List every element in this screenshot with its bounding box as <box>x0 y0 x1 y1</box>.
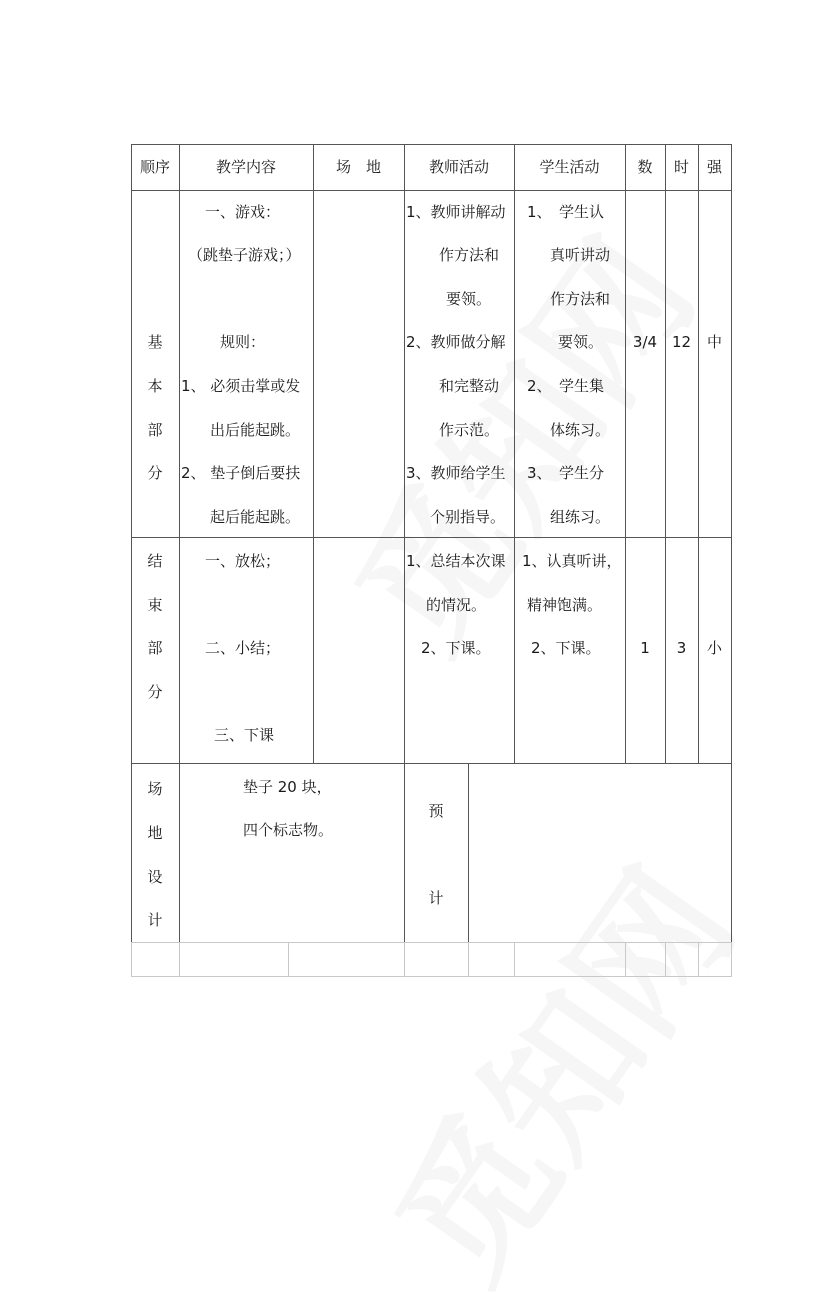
forecast-label: 计 <box>428 889 444 907</box>
teacher-line: 作方法和 <box>439 246 500 264</box>
student-line: 2、下课。 <box>531 639 601 657</box>
teacher-line: 要领。 <box>446 290 492 308</box>
content-line: 一、放松； <box>205 552 281 570</box>
student-line: 1、 学生认 <box>527 203 605 221</box>
teacher-line: 和完整动 <box>439 377 500 395</box>
design-section-label: 场 <box>147 780 163 798</box>
content-line: 一、游戏： <box>205 203 281 221</box>
content-line: 2、 垫子倒后要扶 <box>181 464 301 482</box>
ending-section-label: 结 <box>147 552 163 570</box>
teacher-line: 3、教师给学生 <box>406 464 506 482</box>
student-line: 真听讲动 <box>550 246 611 264</box>
student-line: 3、 学生分 <box>527 464 605 482</box>
content-line: 二、小结； <box>205 639 281 657</box>
basic-section-label: 基 <box>147 333 163 351</box>
basic-section-label: 本 <box>147 377 163 395</box>
student-line: 2、 学生集 <box>527 377 605 395</box>
student-line: 要领。 <box>558 333 604 351</box>
teacher-line: 1、总结本次课 <box>406 552 506 570</box>
header-student: 学生活动 <box>539 158 600 176</box>
teacher-line: 2、下课。 <box>421 639 491 657</box>
basic-section-label: 部 <box>147 421 163 439</box>
content-line: 起后能起跳。 <box>210 508 301 526</box>
watermark <box>297 192 732 685</box>
content-line: 出后能起跳。 <box>210 421 301 439</box>
header-content: 教学内容 <box>215 158 276 176</box>
teacher-line: 个别指导。 <box>430 508 506 526</box>
basic-intensity: 中 <box>706 333 722 351</box>
equipment-line: 垫子 20 块， <box>243 778 332 796</box>
student-line: 体练习。 <box>550 421 611 439</box>
ending-section-label: 部 <box>147 639 163 657</box>
design-section-label: 计 <box>147 911 163 929</box>
header-venue: 场 地 <box>335 158 381 176</box>
equipment-line: 四个标志物。 <box>243 821 334 839</box>
teacher-line: 1、教师讲解动 <box>406 203 506 221</box>
header-teacher: 教师活动 <box>428 158 489 176</box>
teacher-line: 2、教师做分解 <box>406 333 506 351</box>
ending-time: 3 <box>676 639 687 657</box>
header-count: 数 <box>637 158 653 176</box>
student-line: 作方法和 <box>550 290 611 308</box>
ending-section-label: 束 <box>147 596 163 614</box>
basic-section-label: 分 <box>147 464 163 482</box>
ending-section-label: 分 <box>147 683 163 701</box>
header-order: 顺序 <box>139 158 170 176</box>
student-line: 1、认真听讲， <box>522 552 622 570</box>
ending-count: 1 <box>640 639 650 657</box>
student-line: 组练习。 <box>550 508 611 526</box>
content-line: 1、 必须击掌或发 <box>181 377 301 395</box>
basic-count: 3/4 <box>632 333 658 351</box>
teacher-line: 的情况。 <box>426 596 487 614</box>
ending-intensity: 小 <box>706 639 722 657</box>
design-section-label: 设 <box>147 868 163 886</box>
teacher-line: 作示范。 <box>439 421 500 439</box>
forecast-label: 预 <box>428 802 444 820</box>
watermark <box>337 822 772 1314</box>
basic-time: 12 <box>671 333 692 351</box>
header-intensity: 强 <box>706 158 722 176</box>
header-time: 时 <box>673 158 689 176</box>
content-line: （跳垫子游戏；） <box>188 246 301 264</box>
design-section-label: 地 <box>147 824 163 842</box>
content-line: 三、下课 <box>214 726 275 744</box>
student-line: 精神饱满。 <box>527 596 603 614</box>
content-line: 规则： <box>220 333 266 351</box>
